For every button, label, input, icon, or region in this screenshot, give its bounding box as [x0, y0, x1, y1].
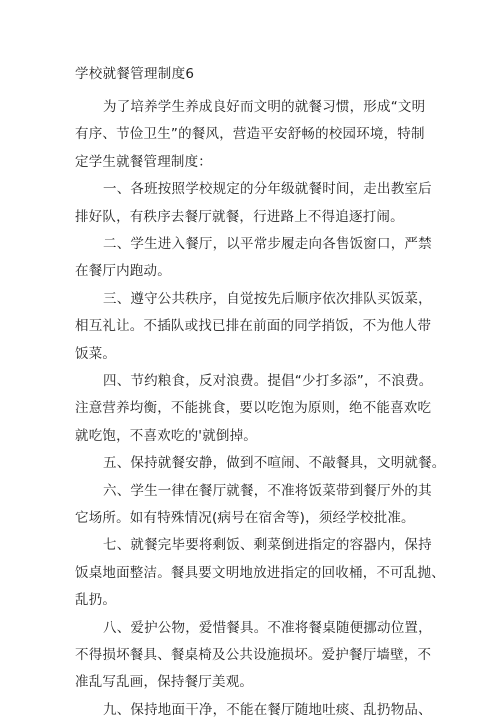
body-line: 定学生就餐管理制度： [75, 154, 212, 170]
body-line: 有序、节俭卫生”的餐风，营造平安舒畅的校园环境，特制 [75, 126, 425, 142]
body-line: 饭菜。 [75, 346, 117, 362]
body-line: 在餐厅内跑动。 [75, 263, 171, 279]
body-line: 二、学生进入餐厅，以平常步履走向各售饭窗口，严禁 [103, 236, 432, 252]
body-line: 注意营养均衡，不能挑食，要以吃饱为原则，绝不能喜欢吃 [75, 400, 432, 416]
body-line: 为了培养学生养成良好而文明的就餐习惯，形成“文明 [103, 99, 426, 115]
body-line: 三、遵守公共秩序，自觉按先后顺序依次排队买饭菜， [103, 291, 432, 307]
body-line: 四、节约粮食，反对浪费。提倡“少打多添”，不浪费。 [103, 373, 433, 389]
body-line: 乱扔。 [75, 592, 117, 608]
body-line: 饭桌地面整洁。餐具要文明地放进指定的回收桶，不可乱抛、 [75, 565, 445, 581]
body-line: 九、保持地面干净，不能在餐厅随地吐痰、乱扔物品、 [103, 702, 432, 718]
body-line: 六、学生一律在餐厅就餐，不准将饭菜带到餐厅外的其 [103, 483, 432, 499]
body-line: 相互礼让。不插队或找已排在前面的同学捎饭，不为他人带 [75, 318, 432, 334]
body-line: 准乱写乱画，保持餐厅美观。 [75, 674, 254, 690]
body-line: 八、爱护公物，爱惜餐具。不准将餐桌随便挪动位置， [103, 620, 432, 636]
body-line: 五、保持就餐安静，做到不喧闹、不敲餐具，文明就餐。 [103, 455, 446, 471]
body-line: 它场所。如有特殊情况(病号在宿舍等)，须经学校批准。 [75, 510, 415, 526]
body-line: 就吃饱，不喜欢吃的'就倒掉。 [75, 428, 258, 444]
body-line: 一、各班按照学校规定的分年级就餐时间，走出教室后 [103, 181, 432, 197]
document-title: 学校就餐管理制度6 [75, 66, 195, 82]
body-line: 七、就餐完毕要将剩饭、剩菜倒进指定的容器内，保持 [103, 537, 432, 553]
body-line: 不得损坏餐具、餐桌椅及公共设施损坏。爱护餐厅墙壁，不 [75, 647, 432, 663]
body-line: 排好队，有秩序去餐厅就餐，行进路上不得追逐打闹。 [75, 209, 404, 225]
